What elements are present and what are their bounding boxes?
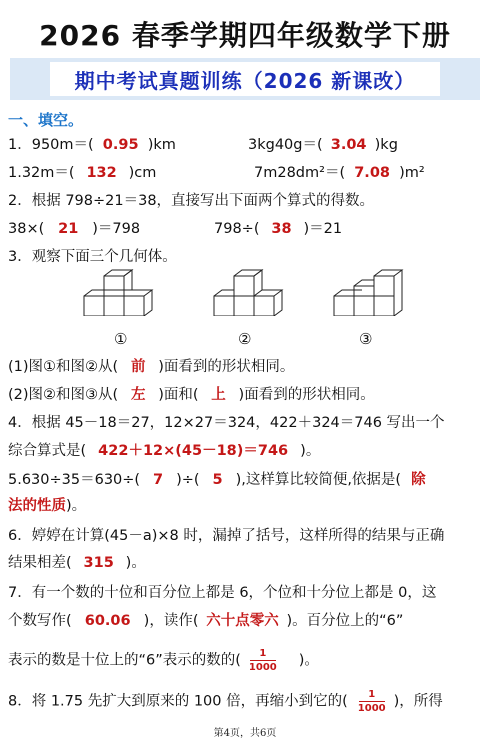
q5-end: )。 bbox=[66, 498, 87, 514]
subtitle-text: 期中考试真题训练（2026 新课改） bbox=[74, 68, 416, 93]
q4-line-1: 4．根据 45－18＝27，12×27＝324，422＋324＝746 写出一个 bbox=[8, 415, 445, 431]
q3-part-1 bbox=[8, 357, 294, 377]
q7-tail: )。百分位上的“6” bbox=[286, 613, 404, 629]
answer-q1-d: 7.08 bbox=[354, 165, 390, 181]
q5-reason-text: ),这样算比较简便,依据是( bbox=[235, 472, 402, 488]
answer-q2-b: 38 bbox=[271, 221, 292, 237]
q2-item-a bbox=[8, 219, 140, 239]
q7-line-2 bbox=[8, 611, 403, 631]
page-number: 第4页，共6页 bbox=[213, 728, 277, 739]
q1-b-unit: )kg bbox=[374, 137, 398, 153]
q1-c-text: 1.32m＝( bbox=[8, 165, 75, 181]
q3-p2-end: )面看到的形状相同。 bbox=[238, 387, 375, 403]
q1-b-text: 3kg40g＝( bbox=[248, 137, 323, 153]
fraction-bar bbox=[250, 660, 276, 661]
solid-figure-2 bbox=[214, 270, 282, 316]
fraction-numerator: 1 bbox=[259, 648, 267, 659]
answer-q5-a: 7 bbox=[153, 472, 164, 488]
answer-q1-a: 0.95 bbox=[102, 137, 139, 153]
fraction-numerator: 1 bbox=[368, 689, 376, 700]
q2-stem: 2．根据 798÷21＝38，直接写出下面两个算式的得数。 bbox=[8, 193, 375, 209]
answer-q5-c-part1: 除 bbox=[411, 472, 426, 488]
q3-p1-end: )面看到的形状相同。 bbox=[158, 359, 295, 375]
q3-p2-text: (2)图②和图③从( bbox=[8, 387, 119, 403]
q1-item-d bbox=[254, 163, 425, 183]
solid-figure-1 bbox=[84, 270, 152, 316]
answer-q3-p2-a: 左 bbox=[130, 387, 146, 403]
cube-figures bbox=[70, 266, 450, 316]
q3-stem: 3．观察下面三个几何体。 bbox=[8, 249, 177, 265]
q1-a-text: 1．950m＝( bbox=[8, 137, 94, 153]
q8-end: )，所得 bbox=[393, 693, 443, 710]
q6-line-1: 6．婷婷在计算(45－a)×8 时，漏掉了括号，这样所得的结果与正确 bbox=[8, 528, 445, 544]
q7-text: 个数写作( bbox=[8, 613, 72, 629]
q8-text: 8．将 1.75 先扩大到原来的 100 倍，再缩小到它的( bbox=[8, 693, 348, 710]
q4-line-2 bbox=[8, 441, 320, 461]
q5-text: 5.630÷35＝630÷( bbox=[8, 472, 141, 488]
page-title: 2026 春季学期四年级数学下册 bbox=[39, 19, 451, 52]
q7-line-1: 7．有一个数的十位和百分位上都是 6，个位和十分位上都是 0，这 bbox=[8, 585, 437, 601]
answer-q3-p1: 前 bbox=[130, 359, 146, 375]
q2-a-result: )＝798 bbox=[92, 221, 141, 237]
q7-text-3: 表示的数是十位上的“6”表示的数的( bbox=[8, 652, 241, 669]
q3-p2-mid: )面和( bbox=[158, 387, 199, 403]
q7-end: )。 bbox=[298, 652, 319, 669]
q7-line-3 bbox=[8, 648, 319, 673]
q1-c-unit: )cm bbox=[128, 165, 157, 181]
q2-a-text: 38×( bbox=[8, 221, 45, 237]
section-heading: 一、填空。 bbox=[8, 111, 84, 129]
answer-q5-b: 5 bbox=[212, 472, 223, 488]
q1-item-a bbox=[8, 135, 176, 155]
q4-end: )。 bbox=[300, 443, 321, 459]
answer-q6: 315 bbox=[83, 555, 114, 571]
figure-label-2: ② bbox=[238, 330, 252, 348]
solid-figure-3 bbox=[334, 270, 402, 316]
answer-q2-a: 21 bbox=[58, 221, 79, 237]
q7-mid: )，读作( bbox=[143, 613, 199, 629]
answer-q8-fraction bbox=[358, 689, 386, 714]
q5-line-2 bbox=[8, 496, 86, 516]
q5-line-1 bbox=[8, 470, 426, 490]
q3-part-2 bbox=[8, 385, 375, 405]
q2-b-text: 798÷( bbox=[214, 221, 260, 237]
answer-q7-a: 60.06 bbox=[84, 613, 131, 629]
answer-q1-c: 132 bbox=[86, 165, 117, 181]
answer-q7-b: 六十点零六 bbox=[206, 613, 279, 629]
q3-p1-text: (1)图①和图②从( bbox=[8, 359, 119, 375]
figure-label-1: ① bbox=[114, 330, 128, 348]
q2-b-result: )＝21 bbox=[303, 221, 343, 237]
q1-item-c bbox=[8, 163, 156, 183]
q8-line-1 bbox=[8, 689, 443, 714]
q1-a-unit: )km bbox=[147, 137, 176, 153]
fraction-denominator: 1000 bbox=[357, 703, 386, 714]
answer-q3-p2-b: 上 bbox=[211, 387, 226, 403]
q5-mid: )÷( bbox=[176, 472, 200, 488]
q1-d-text: 7m28dm²＝( bbox=[254, 165, 346, 181]
fraction-bar bbox=[359, 701, 385, 702]
subtitle-banner bbox=[10, 58, 480, 100]
q4-text: 综合算式是( bbox=[8, 443, 87, 459]
answer-q1-b: 3.04 bbox=[330, 137, 367, 153]
q6-end: )。 bbox=[125, 555, 146, 571]
q2-item-b bbox=[214, 219, 342, 239]
fraction-denominator: 1000 bbox=[248, 662, 277, 673]
answer-q4: 422＋12×(45－18)＝746 bbox=[98, 443, 289, 459]
q1-d-unit: )m² bbox=[399, 165, 425, 181]
answer-q7-fraction bbox=[249, 648, 277, 673]
q6-text: 结果相差( bbox=[8, 555, 72, 571]
subtitle-box bbox=[50, 62, 440, 96]
answer-q5-c-part2: 法的性质 bbox=[8, 498, 66, 514]
q6-line-2 bbox=[8, 553, 146, 573]
q1-item-b bbox=[248, 135, 398, 155]
figure-label-3: ③ bbox=[359, 330, 373, 348]
